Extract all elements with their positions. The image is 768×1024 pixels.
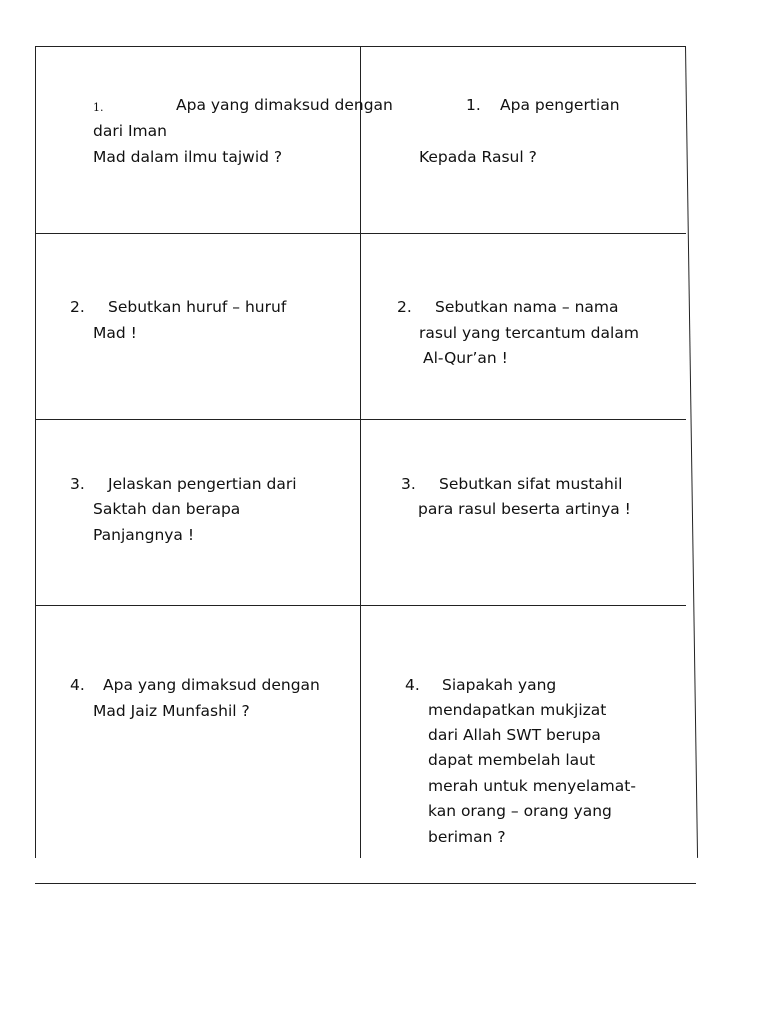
question-number: 2. — [397, 298, 412, 316]
question-number: 4. — [405, 676, 420, 694]
question-number: 3. — [70, 475, 85, 493]
question-text-line: Siapakah yang — [442, 676, 557, 694]
question-text-line: dari Allah SWT berupa — [428, 726, 601, 744]
question-text-line: Al-Qur’an ! — [423, 349, 508, 367]
question-text-line: dapat membelah laut — [428, 751, 596, 769]
question-text-line: Sebutkan sifat mustahil — [439, 475, 623, 493]
question-text-line: Panjangnya ! — [93, 526, 195, 544]
question-number: 1. — [466, 96, 481, 114]
question-number: 4. — [70, 676, 85, 694]
question-text-line: rasul yang tercantum dalam — [419, 324, 639, 342]
question-number: 3. — [401, 475, 416, 493]
question-text-line: Mad Jaiz Munfashil ? — [93, 702, 250, 720]
table-center-divider — [360, 46, 361, 858]
question-text-line: merah untuk menyelamat- — [428, 777, 636, 795]
row-divider-1 — [35, 233, 686, 234]
question-text-line: Apa yang dimaksud dengan — [103, 676, 320, 694]
question-number: 2. — [70, 298, 85, 316]
table-right-border — [685, 46, 698, 858]
question-text-line: Apa yang dimaksud dengan — [176, 96, 393, 114]
question-text-line: Mad ! — [93, 324, 137, 342]
row-divider-2 — [35, 419, 686, 420]
question-text-line: para rasul beserta artinya ! — [418, 500, 631, 518]
question-text-line: Mad dalam ilmu tajwid ? — [93, 148, 283, 166]
question-text-line: dari Iman — [93, 122, 167, 140]
question-text-line: Kepada Rasul ? — [419, 148, 537, 166]
question-text-line: beriman ? — [428, 828, 506, 846]
question-text-line: Sebutkan nama – nama — [435, 298, 619, 316]
question-text-line: kan orang – orang yang — [428, 802, 612, 820]
question-number: 1. — [93, 101, 104, 114]
question-text-line: mendapatkan mukjizat — [428, 701, 607, 719]
question-text-line: Jelaskan pengertian dari — [108, 475, 297, 493]
question-text-line: Apa pengertian — [500, 96, 620, 114]
question-text-line: Saktah dan berapa — [93, 500, 241, 518]
row-divider-3 — [35, 605, 686, 606]
table-left-border — [35, 46, 36, 858]
page-bottom-rule — [35, 883, 696, 884]
question-text-line: Sebutkan huruf – huruf — [108, 298, 287, 316]
